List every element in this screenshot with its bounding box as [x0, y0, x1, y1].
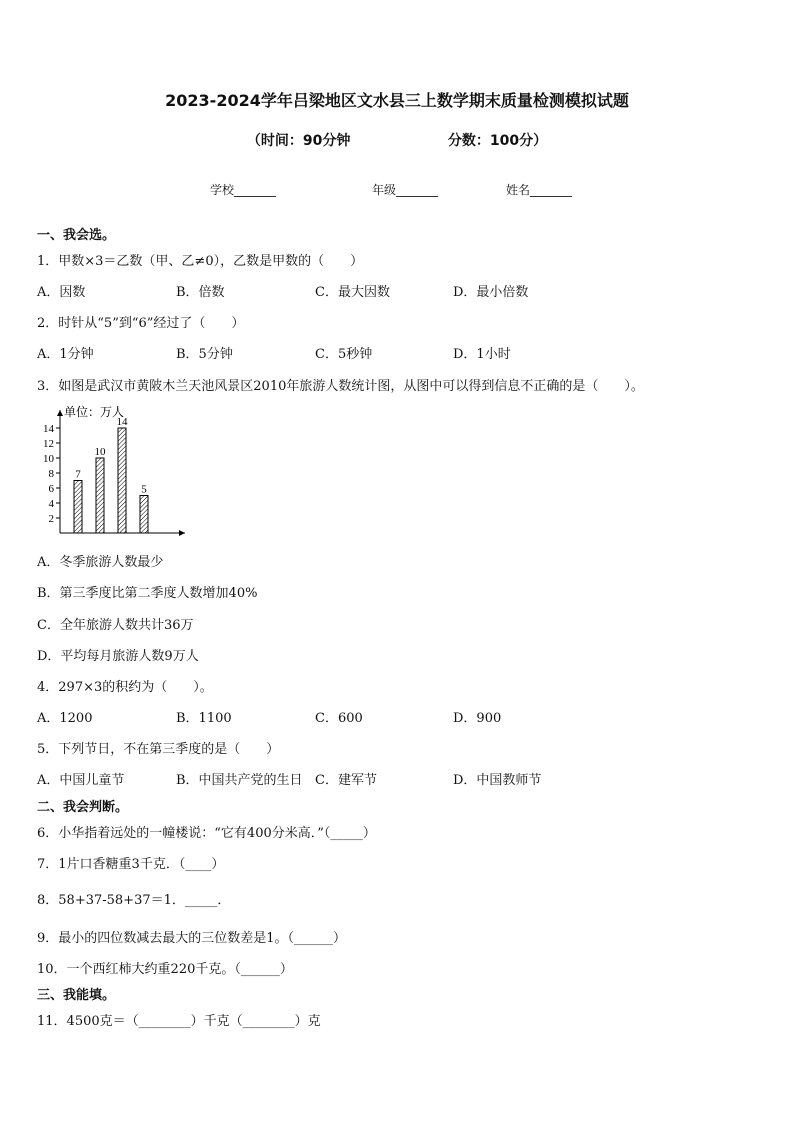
q5-option-a[interactable]: A．中国儿童节	[37, 773, 125, 788]
q1-option-d[interactable]: D．最小倍数	[453, 285, 529, 300]
question-7: 7．1片口香糖重3千克．（____）	[37, 857, 225, 872]
q2-option-c[interactable]: C．5秒钟	[315, 347, 373, 362]
question-11: 11．4500克＝（________）千克（________）克	[37, 1014, 321, 1029]
section-2-heading: 二、我会判断。	[37, 800, 129, 815]
tourist-bar-chart	[40, 400, 200, 545]
question-4: 4．297×3的积约为（ ）。	[37, 680, 213, 695]
bar	[140, 496, 148, 534]
q2-option-a[interactable]: A．1分钟	[37, 347, 94, 362]
section-3-heading: 三、我能填。	[37, 988, 116, 1003]
y-axis-arrow	[57, 410, 63, 416]
bar-data-label: 14	[116, 416, 128, 428]
school-field[interactable]: 学校_______	[210, 183, 277, 197]
y-tick-label: 12	[43, 438, 54, 450]
q5-option-c[interactable]: C．建军节	[315, 773, 377, 788]
q4-option-d[interactable]: D．900	[453, 711, 502, 726]
q1-option-b[interactable]: B．倍数	[176, 285, 225, 300]
question-8: 8．58+37-58+37＝1．_____．	[37, 893, 231, 908]
bar-data-label: 10	[94, 446, 106, 458]
question-3: 3．如图是武汉市黄陂木兰天池风景区2010年旅游人数统计图，从图中可以得到信息不正确的是（ ）。	[37, 379, 644, 394]
q3-option-c[interactable]: C．全年旅游人数共计36万	[37, 618, 194, 633]
q5-option-b[interactable]: B．中国共产党的生日	[176, 773, 303, 788]
exam-title: 2023-2024学年吕梁地区文水县三上数学期末质量检测模拟试题	[165, 91, 629, 110]
q3-option-a[interactable]: A．冬季旅游人数最少	[37, 555, 164, 570]
bar	[96, 458, 104, 533]
x-axis-arrow	[179, 530, 185, 536]
bar-data-label: 5	[141, 483, 147, 496]
q4-option-b[interactable]: B．1100	[176, 711, 232, 726]
section-1-heading: 一、我会选。	[37, 228, 116, 243]
y-tick-label: 8	[48, 468, 54, 480]
q1-option-a[interactable]: A．因数	[37, 285, 86, 300]
question-9: 9．最小的四位数减去最大的三位数差是1。（______）	[37, 931, 347, 946]
y-tick-label: 10	[43, 453, 54, 465]
question-2: 2．时针从“5”到“6”经过了（ ）	[37, 316, 245, 331]
q3-option-d[interactable]: D．平均每月旅游人数9万人	[37, 649, 199, 664]
y-tick-label: 14	[43, 423, 54, 435]
score-info: 分数：100分）	[447, 133, 548, 149]
q4-option-a[interactable]: A．1200	[37, 711, 93, 726]
y-axis-unit-label: 单位：万人	[64, 405, 125, 419]
y-tick-label: 6	[48, 483, 54, 495]
q1-option-c[interactable]: C．最大因数	[315, 285, 390, 300]
exam-subtitle	[0, 130, 794, 150]
q2-option-b[interactable]: B．5分钟	[176, 347, 233, 362]
q5-option-d[interactable]: D．中国教师节	[453, 773, 542, 788]
name-field[interactable]: 姓名_______	[506, 183, 573, 197]
q3-option-b[interactable]: B．第三季度比第二季度人数增加40%	[37, 586, 258, 601]
bar-data-label: 7	[75, 468, 81, 481]
y-tick-label: 2	[48, 513, 54, 525]
question-1: 1．甲数×3＝乙数（甲、乙≠0），乙数是甲数的（ ）	[37, 254, 364, 269]
grade-field[interactable]: 年级_______	[372, 183, 439, 197]
bar	[74, 481, 82, 534]
y-tick-label: 4	[48, 498, 54, 510]
q2-option-d[interactable]: D．1小时	[453, 347, 511, 362]
time-info: （时间：90分钟	[246, 133, 351, 149]
q4-option-c[interactable]: C．600	[315, 711, 363, 726]
question-5: 5．下列节日，不在第三季度的是（ ）	[37, 742, 280, 757]
bar	[118, 428, 126, 533]
question-10: 10．一个西红柿大约重220千克。（______）	[37, 962, 293, 977]
question-6: 6．小华指着远处的一幢楼说：“它有400分米高．”（_____）	[37, 826, 376, 841]
